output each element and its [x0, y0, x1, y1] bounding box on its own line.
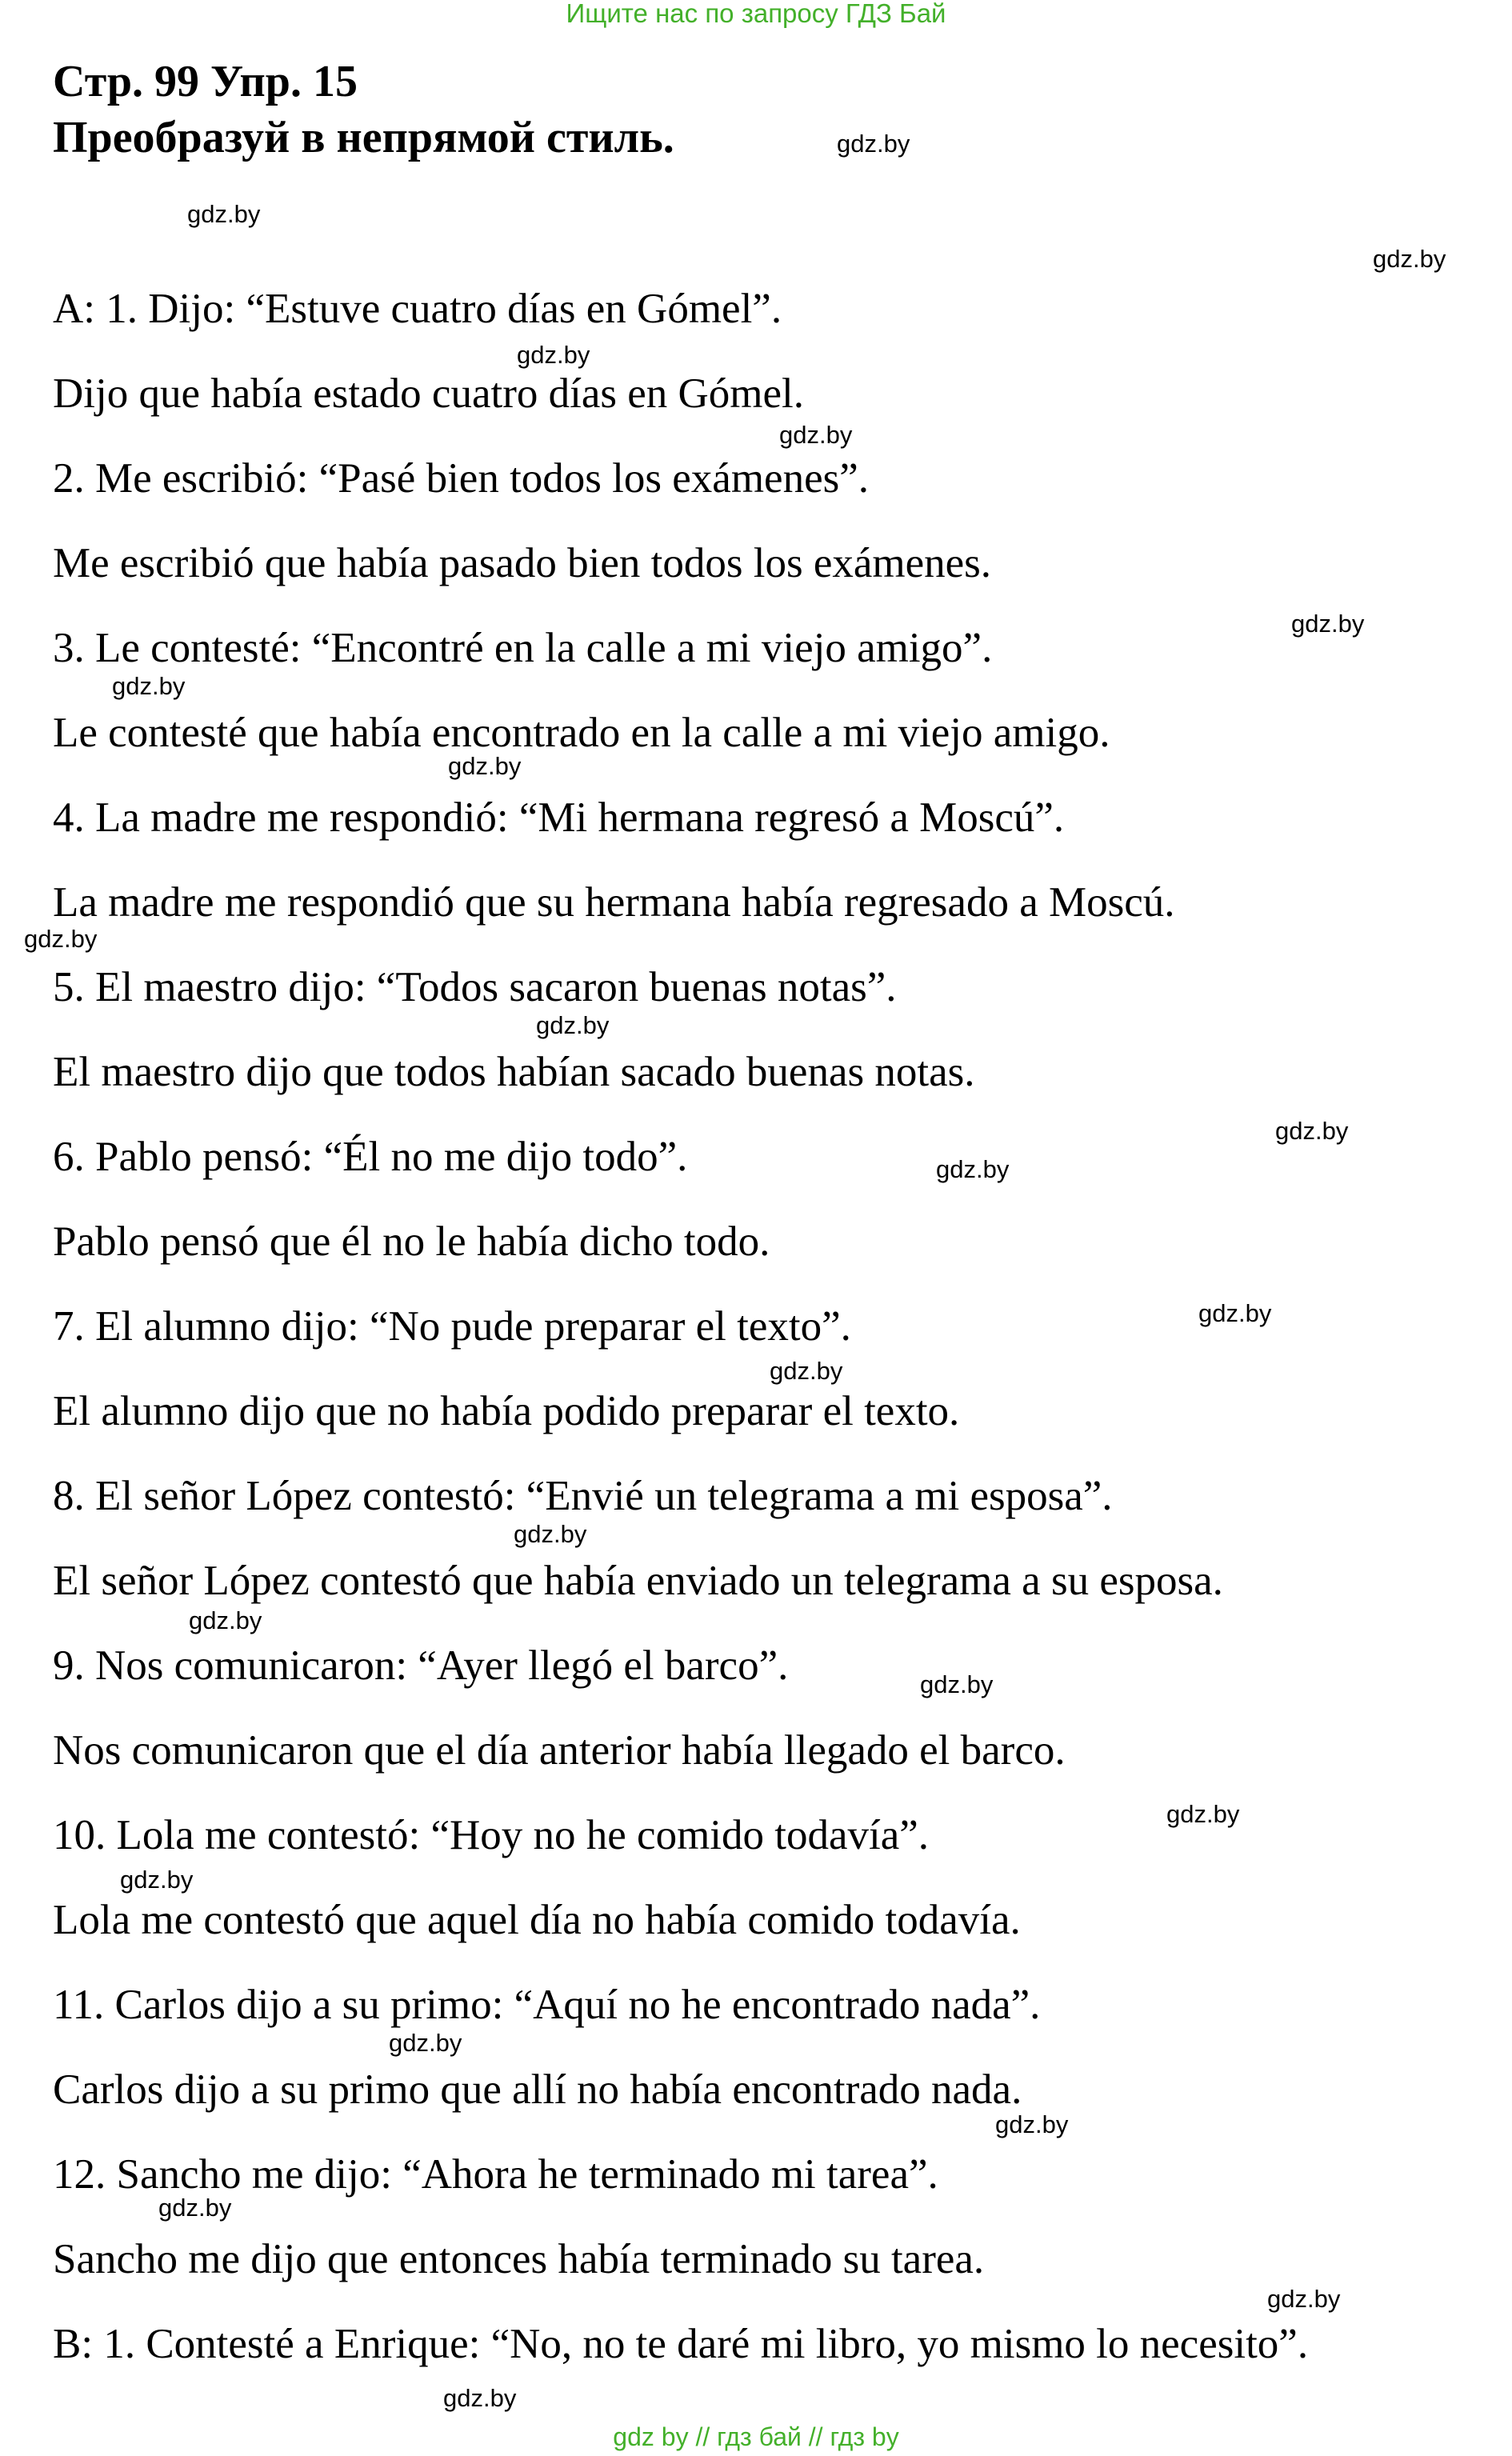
- watermark: gdz.by: [112, 672, 186, 700]
- exercise-line-a3: 3. Le contesté: “Encontré en la calle a mi viejo amigo”.: [53, 625, 993, 671]
- watermark: gdz.by: [187, 200, 261, 228]
- watermark: gdz.by: [1291, 610, 1365, 638]
- watermark: gdz.by: [837, 130, 910, 158]
- top-banner[interactable]: Ищите нас по запросу ГДЗ Бай: [566, 0, 946, 28]
- exercise-line-a1-answer: Dijo que había estado cuatro días en Gómel.: [53, 370, 804, 417]
- watermark: gdz.by: [158, 2194, 232, 2222]
- exercise-line-a5: 5. El maestro dijo: “Todos sacaron buenas notas”.: [53, 964, 897, 1010]
- watermark: gdz.by: [770, 1357, 843, 1385]
- exercise-line-a8-answer: El señor López contestó que había enviado un telegrama a su esposa.: [53, 1558, 1223, 1604]
- watermark: gdz.by: [536, 1011, 610, 1039]
- exercise-line-a4-answer: La madre me respondió que su hermana había regresado a Moscú.: [53, 879, 1175, 926]
- watermark: gdz.by: [1198, 1299, 1272, 1327]
- watermark: gdz.by: [517, 341, 590, 369]
- exercise-line-a11: 11. Carlos dijo a su primo: “Aquí no he encontrado nada”.: [53, 1982, 1041, 2028]
- exercise-line-a6-answer: Pablo pensó que él no le había dicho todo.: [53, 1218, 770, 1265]
- watermark: gdz.by: [443, 2384, 517, 2412]
- exercise-line-a2-answer: Me escribió que había pasado bien todos los exámenes.: [53, 540, 992, 586]
- watermark: gdz.by: [1166, 1800, 1240, 1828]
- exercise-line-a10-answer: Lola me contestó que aquel día no había comido todavía.: [53, 1897, 1021, 1943]
- watermark: gdz.by: [448, 752, 522, 780]
- watermark: gdz.by: [779, 421, 853, 449]
- watermark: gdz.by: [389, 2029, 462, 2057]
- watermark: gdz.by: [120, 1866, 194, 1894]
- exercise-line-a7-answer: El alumno dijo que no había podido preparar el texto.: [53, 1388, 960, 1434]
- watermark: gdz.by: [1267, 2285, 1341, 2313]
- exercise-line-a9: 9. Nos comunicaron: “Ayer llegó el barco”.: [53, 1642, 789, 1689]
- exercise-line-a12-answer: Sancho me dijo que entonces había terminado su tarea.: [53, 2236, 985, 2282]
- exercise-line-a2: 2. Me escribió: “Pasé bien todos los exámenes”.: [53, 455, 869, 502]
- exercise-line-a12: 12. Sancho me dijo: “Ahora he terminado mi tarea”.: [53, 2151, 938, 2198]
- watermark: gdz.by: [189, 1606, 262, 1634]
- exercise-line-b1: B: 1. Contesté a Enrique: “No, no te daré mi libro, yo mismo lo necesito”.: [53, 2321, 1309, 2367]
- exercise-line-a3-answer: Le contesté que había encontrado en la calle a mi viejo amigo.: [53, 710, 1110, 756]
- exercise-line-a6: 6. Pablo pensó: “Él no me dijo todo”.: [53, 1134, 688, 1180]
- footer-links[interactable]: gdz by // гдз бай // гдз by: [613, 2422, 899, 2451]
- watermark: gdz.by: [24, 925, 98, 953]
- exercise-instruction: Преобразуй в непрямой стиль.: [53, 113, 674, 162]
- watermark: gdz.by: [920, 1670, 994, 1698]
- exercise-line-a5-answer: El maestro dijo que todos habían sacado buenas notas.: [53, 1049, 975, 1095]
- exercise-line-a8: 8. El señor López contestó: “Envié un telegrama a mi esposa”.: [53, 1473, 1113, 1519]
- watermark: gdz.by: [995, 2110, 1069, 2138]
- exercise-line-a4: 4. La madre me respondió: “Mi hermana regresó a Moscú”.: [53, 794, 1065, 841]
- watermark: gdz.by: [1373, 245, 1446, 273]
- exercise-line-a9-answer: Nos comunicaron que el día anterior había llegado el barco.: [53, 1727, 1066, 1774]
- watermark: gdz.by: [514, 1520, 587, 1548]
- exercise-line-a10: 10. Lola me contestó: “Hoy no he comido todavía”.: [53, 1812, 930, 1858]
- exercise-line-a7: 7. El alumno dijo: “No pude preparar el texto”.: [53, 1303, 851, 1350]
- exercise-line-a1: A: 1. Dijo: “Estuve cuatro días en Gómel”.: [53, 286, 782, 332]
- page-title: Стр. 99 Упр. 15: [53, 57, 358, 106]
- watermark: gdz.by: [936, 1155, 1010, 1183]
- exercise-line-a11-answer: Carlos dijo a su primo que allí no había encontrado nada.: [53, 2066, 1022, 2113]
- watermark: gdz.by: [1275, 1117, 1349, 1145]
